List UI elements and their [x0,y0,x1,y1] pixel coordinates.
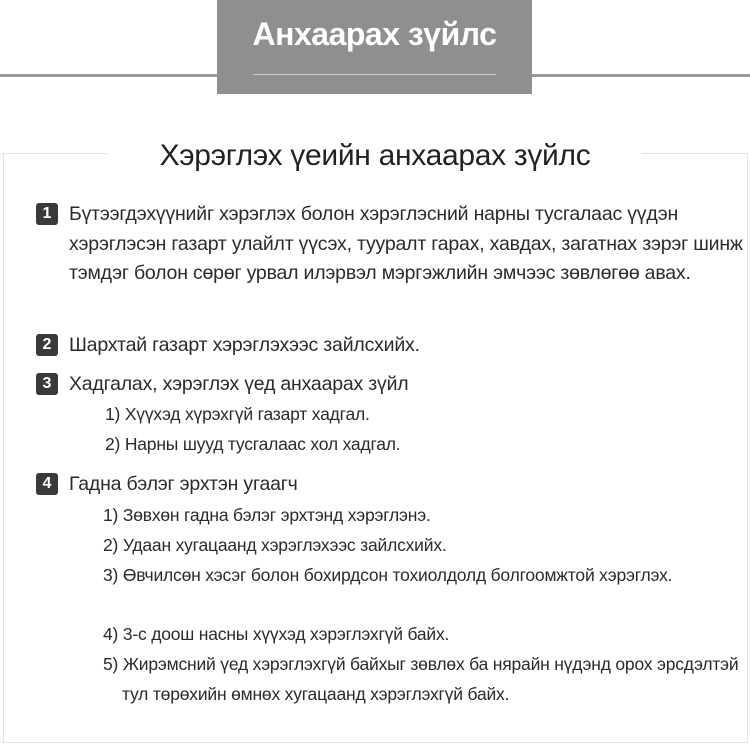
title-banner [217,0,532,94]
sub-item: 4) 3-с доош насны хүүхэд хэрэглэхгүй байх. [103,624,450,644]
item-text: Гадна бэлэг эрхтэн угаагч [69,473,298,495]
number-badge: 4 [36,473,58,495]
page-title: Анхаарах зүйлс [252,16,497,52]
section-subtitle: Хэрэглэх үеийн анхаарах зүйлс [108,133,642,179]
sub-item: 1) Хүүхэд хүрэхгүй газарт хадгал. [105,404,370,424]
sub-item: 3) Өвчилсөн хэсэг болон бохирдсон тохиолдолд болгоомжтой хэрэглэх. [103,565,673,585]
sub-item: 1) Зөвхөн гадна бэлэг эрхтэнд хэрэглэнэ. [103,505,431,525]
item-text: Бүтээгдэхүүнийг хэрэглэх болон хэрэглэсний нарны тусгалаас үүдэн хэрэглэсэн газарт улайлт үүсэх, тууралт гарах, хавдах, загатнах зэрэг шинж тэмдэг болон сөрөг урвал илэрвэл мэргэжлийн эмчээс зөвлөгөө авах. [69,203,743,284]
sub-item: 2) Нарны шууд тусгалаас хол хадгал. [105,434,401,454]
item-text: Шархтай газарт хэрэглэхээс зайлсхийх. [69,334,420,356]
item-text: Хадгалах, хэрэглэх үед анхаарах зүйл [69,373,409,395]
sub-item: 5) Жирэмсний үед хэрэглэхгүй байхыг зөвлөх ба нярайн нүдэнд орох эрсдэлтэй тул төрөхийн өмнөх хугацаанд хэрэглэхгүй байх. [103,654,739,704]
number-badge: 1 [36,203,58,225]
number-badge: 3 [36,373,58,395]
sub-item: 2) Удаан хугацаанд хэрэглэхээс зайлсхийх. [103,535,447,555]
number-badge: 2 [36,334,58,356]
title-underline [253,74,496,75]
